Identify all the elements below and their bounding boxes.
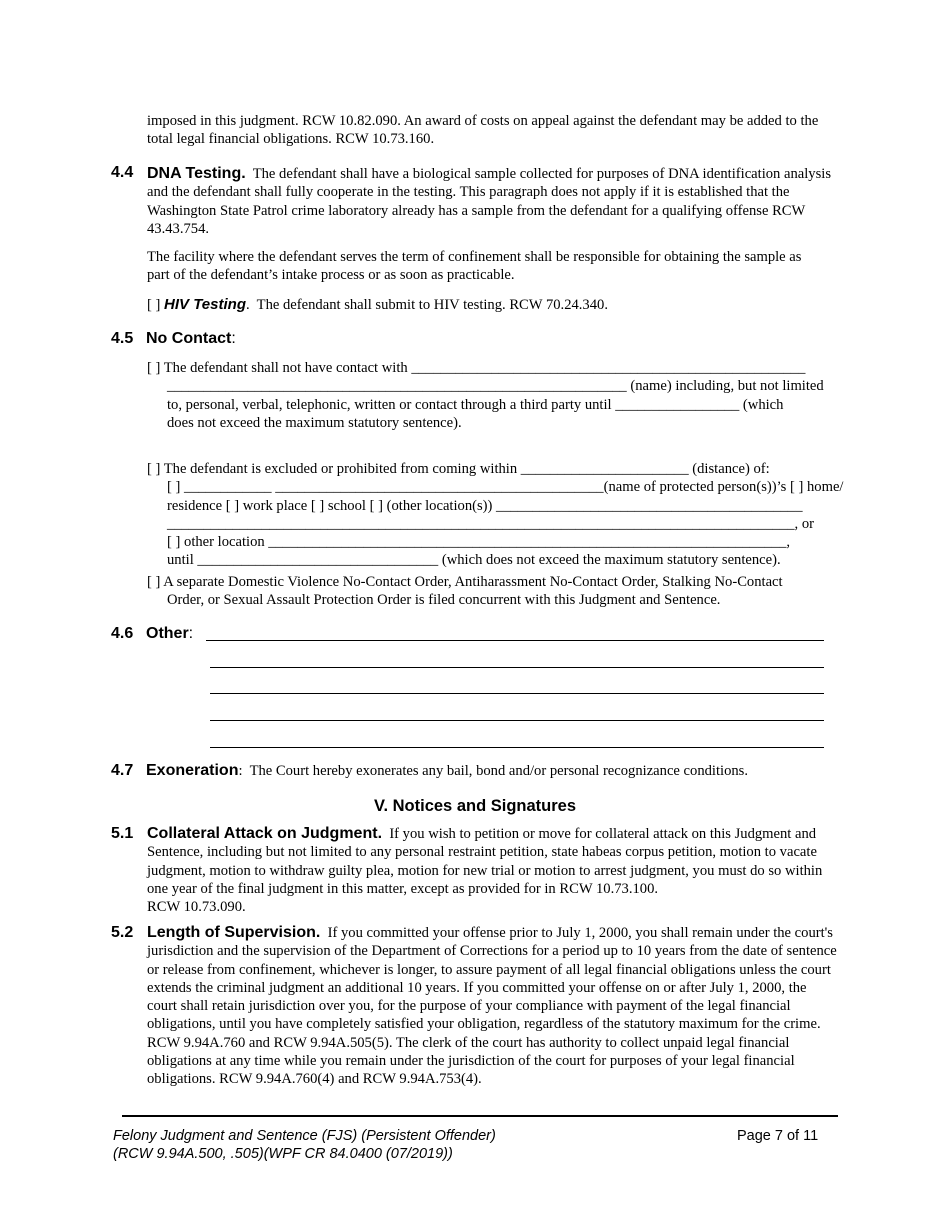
no-contact-line-3: to, personal, verbal, telephonic, written or contact through a third party until _________________ (which — [167, 397, 784, 413]
facility-paragraph: The facility where the defendant serves the term of confinement shall be responsible for obtaining the sample as part of the defendant’s intake process or as soon as practicable. — [147, 249, 802, 284]
separate-order-line-2: Order, or Sexual Assault Protection Order is filed concurrent with this Judgment and Sentence. — [167, 592, 721, 608]
section-heading-exoneration: Exoneration — [146, 762, 239, 779]
section-number-4-5: 4.5 — [111, 330, 134, 347]
exoneration-body: The Court hereby exonerates any bail, bond and/or personal recognizance conditions. — [249, 763, 749, 779]
continuation-paragraph: imposed in this judgment. RCW 10.82.090. An award of costs on appeal against the defendant may be added to the total legal financial obligations. RCW 10.73.160. — [147, 113, 819, 148]
exclusion-line-3: residence [ ] work place [ ] school [ ] (other location(s)) __________________________________________ — [167, 498, 803, 514]
page-number: Page 7 of 11 — [737, 1128, 819, 1144]
hiv-checkbox[interactable]: [ ] — [147, 297, 161, 313]
no-contact-line-1: [ ] The defendant shall not have contact with ______________________________________________________ — [147, 360, 806, 376]
section-heading-length-of-supervision: Length of Supervision — [147, 924, 316, 941]
exclusion-line-2: [ ] ____________ _____________________________________________(name of protected person(s))’s [ ] home/ — [167, 479, 844, 495]
section-number-4-6: 4.6 — [111, 625, 134, 642]
section-number-4-4: 4.4 — [111, 164, 134, 181]
section-4-4-paragraph: DNA Testing. The defendant shall have a biological sample collected for purposes of DNA identification analysis and the defendant shall fully cooperate in the testing. This paragraph does not apply if it is established that the Washington State Patrol crime laboratory already has a sample from the defendant for a qualifying offense RCW 43.43.754. — [147, 165, 832, 237]
other-blank-line[interactable] — [210, 720, 824, 721]
no-contact-line-2: _______________________________________________________________ (name) including, but not limited — [167, 378, 824, 394]
collateral-attack-body: If you wish to petition or move for collateral attack on this Judgment and Sentence, including but not limited to any personal restraint petition, state habeas corpus petition, motion to vacate judgment, motion to withdraw guilty plea, motion for new trial or motion to arrest judgment, you must do so within one year of the final judgment in this matter, except as provided for in RCW 10.73.100. — [147, 826, 823, 897]
footer-rule — [122, 1115, 838, 1117]
collateral-attack-rcw: RCW 10.73.090. — [147, 899, 246, 916]
exclusion-line-4: ______________________________________________________________________________________, or — [167, 516, 814, 532]
length-of-supervision-body: If you committed your offense prior to July 1, 2000, you shall remain under the court's jurisdiction and the supervision of the Department of Corrections for a period up to 10 years from the date of sentence or release from confinement, whichever is longer, to assure payment of all legal financial obligations unless the court extends the criminal judgment an additional 10 years. If you committed your offense on or after July 1, 2000, the court shall retain jurisdiction over you, for the purpose of your compliance with payment of the legal financial obligations, until you have completely satisfied your obligation, regardless of the statutory maximum for the crime. RCW 9.94A.760 and RCW 9.94A.505(5). The clerk of the court has authority to collect unpaid legal financial obligations at any time while you remain under the jurisdiction of the court for purposes of your legal financial obligations. RCW 9.94A.760(4) and RCW 9.94A.753(4). — [147, 925, 837, 1088]
other-blank-line[interactable] — [206, 640, 824, 641]
hiv-testing-body: The defendant shall submit to HIV testing. RCW 70.24.340. — [256, 297, 608, 313]
other-blank-line[interactable] — [210, 747, 824, 748]
exclusion-line-5: [ ] other location _______________________________________________________________________, — [167, 534, 791, 550]
exclusion-line-6: until _________________________________ (which does not exceed the maximum statutory sentence). — [167, 552, 781, 568]
section-v-title: V. Notices and Signatures — [373, 797, 577, 815]
hiv-testing-heading: HIV Testing — [164, 296, 246, 313]
separate-order-line-1: [ ] A separate Domestic Violence No-Contact Order, Antiharassment No-Contact Order, Stalking No-Contact — [147, 574, 783, 590]
section-heading-dna-testing: DNA Testing — [147, 165, 242, 182]
footer-form-citation: (RCW 9.94A.500, .505)(WPF CR 84.0400 (07/2019)) — [113, 1146, 453, 1162]
section-5-1-paragraph: Collateral Attack on Judgment. If you wish to petition or move for collateral attack on this Judgment and Sentence, including but not limited to any personal restraint petition, state habeas corpus petition, motion to vacate judgment, motion to withdraw guilty plea, motion for new trial or motion to arrest judgment, you must do so within one year of the final judgment in this matter, except as provided for in RCW 10.73.100. RCW 10.73.090. — [147, 825, 823, 916]
footer-form-title: Felony Judgment and Sentence (FJS) (Persistent Offender) — [113, 1128, 496, 1144]
section-5-2-paragraph: Length of Supervision. If you committed your offense prior to July 1, 2000, you shall remain under the court's jurisdiction and the supervision of the Department of Corrections for a period up to 10 years from the date of sentence or release from confinement, whichever is longer, to assure payment of all legal financial obligations unless the court extends the criminal judgment an additional 10 years. If you committed your offense on or after July 1, 2000, the court shall retain jurisdiction over you, for the purpose of your compliance with payment of the legal financial obligations, until you have completely satisfied your obligation, regardless of the statutory maximum for the crime. RCW 9.94A.760 and RCW 9.94A.505(5). The clerk of the court has authority to collect unpaid legal financial obligations at any time while you remain under the jurisdiction of the court for purposes of your legal financial obligations. RCW 9.94A.760(4) and RCW 9.94A.753(4). — [147, 924, 837, 1088]
exclusion-line-1: [ ] The defendant is excluded or prohibited from coming within _______________________ (distance) of: — [147, 461, 770, 477]
other-blank-line[interactable] — [210, 667, 824, 668]
section-number-5-2: 5.2 — [111, 924, 134, 941]
section-number-4-7: 4.7 — [111, 762, 134, 779]
section-heading-collateral-attack: Collateral Attack on Judgment — [147, 825, 378, 842]
section-heading-other: Other: — [146, 625, 194, 642]
dna-testing-body: The defendant shall have a biological sample collected for purposes of DNA identification analysis and the defendant shall fully cooperate in the testing. This paragraph does not apply if it is established that the Washington State Patrol crime laboratory already has a sample from the defendant for a qualifying offense RCW 43.43.754. — [147, 166, 832, 237]
section-number-5-1: 5.1 — [111, 825, 134, 842]
section-4-7-line: Exoneration: The Court hereby exonerates any bail, bond and/or personal recognizance conditions. — [146, 762, 749, 779]
hiv-testing-line: [ ] HIV Testing. The defendant shall submit to HIV testing. RCW 70.24.340. — [147, 296, 608, 313]
other-blank-line[interactable] — [210, 693, 824, 694]
no-contact-line-4: does not exceed the maximum statutory sentence). — [167, 415, 462, 431]
section-heading-no-contact: No Contact: — [146, 330, 236, 347]
